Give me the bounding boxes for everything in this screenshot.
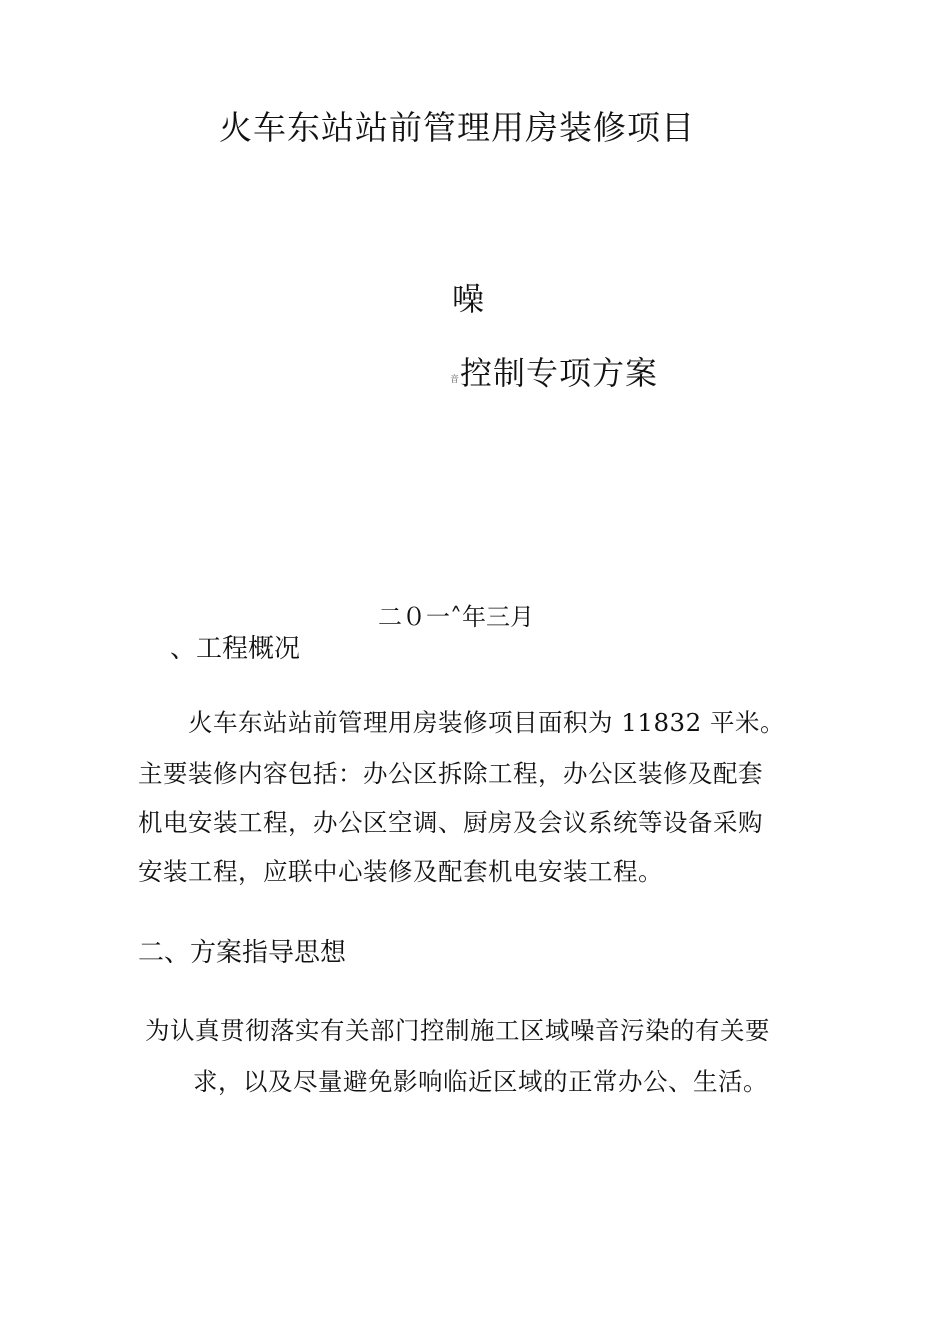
- paragraph-line: 安装工程，应联中心装修及配套机电安装工程。: [138, 857, 663, 886]
- document-title: 火车东站站前管理用房装修项目: [219, 108, 695, 147]
- document-date: 二０一˄年三月: [378, 603, 534, 631]
- paragraph-line: 机电安装工程，办公区空调、厨房及会议系统等设备采购: [138, 808, 763, 837]
- subtitle-first-char: 噪: [452, 280, 485, 318]
- paragraph-line: 主要装修内容包括：办公区拆除工程，办公区装修及配套: [138, 759, 763, 788]
- paragraph-line: 为认真贯彻落实有关部门控制施工区域噪音污染的有关要: [145, 1016, 770, 1045]
- section-heading: 、工程概况: [170, 634, 301, 664]
- paragraph-line: 求，以及尽量避免影响临近区域的正常办公、生活。: [193, 1067, 768, 1096]
- subtitle-main: 控制专项方案: [460, 354, 659, 392]
- paragraph-line: 火车东站站前管理用房装修项目面积为 11832 平米。: [188, 708, 786, 737]
- section-heading: 二、方案指导思想: [138, 938, 347, 968]
- subtitle-small-mark: 音: [450, 375, 460, 385]
